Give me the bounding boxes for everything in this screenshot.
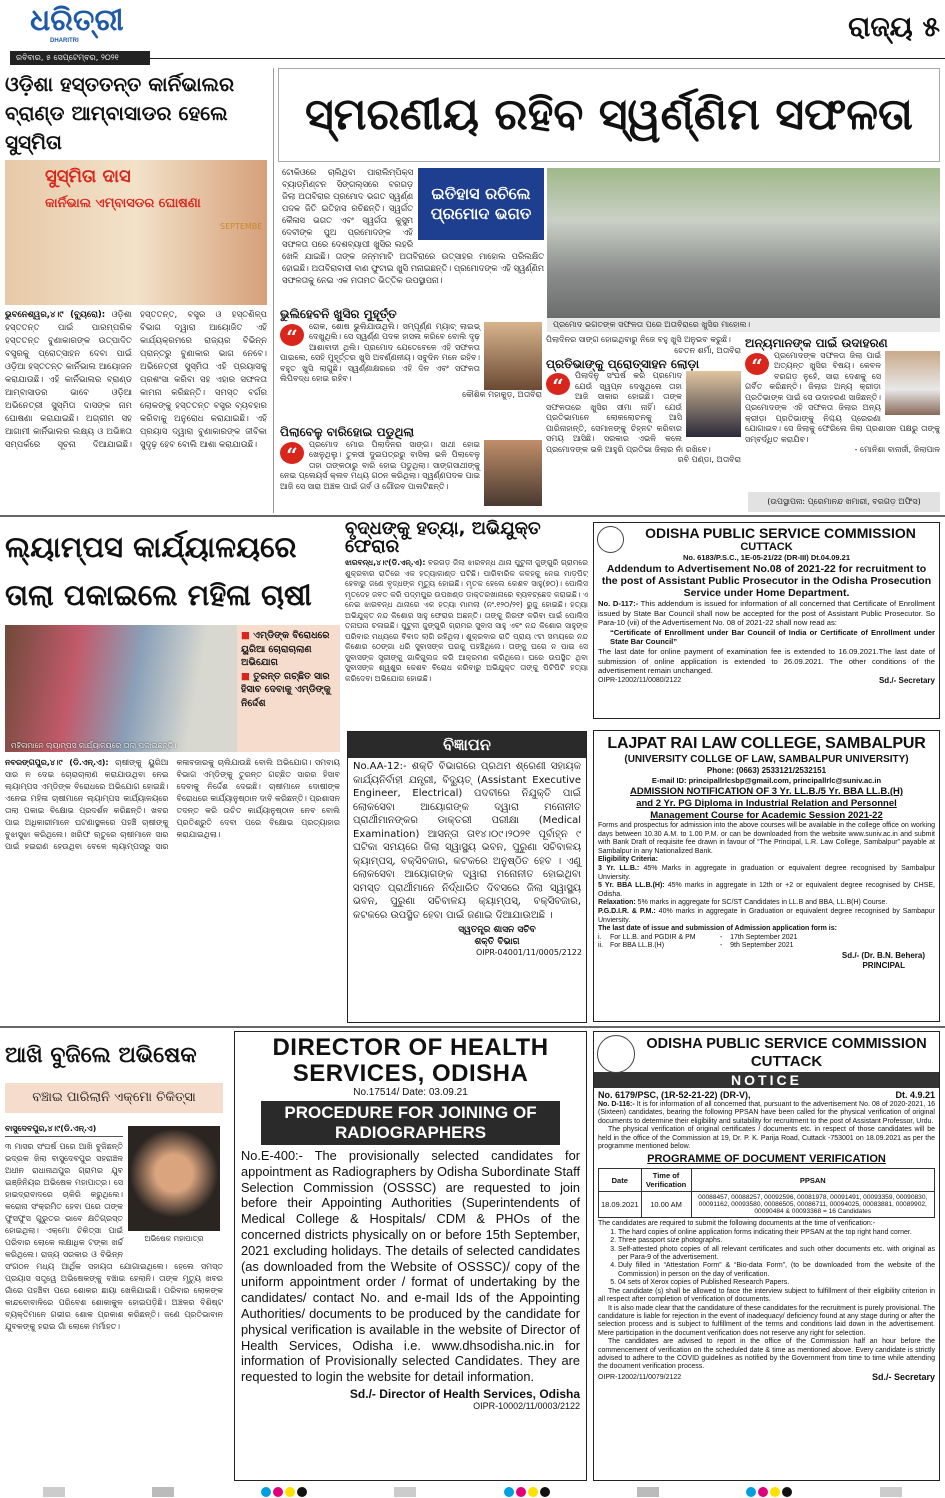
paragraph: It is also made clear that the candidature of these candidates for the recruitment is purely provisional. The candidature is liable for rejection in the event of inadequacy/ deficiency found at any stage during or after the selection process and is subject to fulfillment of the terms and conditions laid down in the advertisement. Mere participation in the document verification does not reserve any right for selection. bbox=[598, 1304, 935, 1337]
highlight-box-pramod: ଇତିହାସ ରଚିଲେ ପ୍ରମୋଦ ଭଗତ bbox=[418, 168, 544, 240]
masthead-logo bbox=[30, 4, 140, 48]
body-text: ୩ ମାସର ସଂଘର୍ଷ ପରେ ଆଖି ବୁଜିଛନ୍ତି ଭଦ୍ରକ ଜିଲା ବାସୁଦେବପୁର ସହରାଞ୍ଚଳ ଅଧୀନ ରାଧାନାଥପୁର ଗ୍ରାମର ଯୁବ ଇଞ୍ଜିନିୟର ଅଭିଷେକ ମହାପାତ୍ର। ସେ ହାଇଦ୍ରାବାଦରେ ଚାକିରି କରୁଥିଲେ। କରୋନା ସଂକ୍ରମିତ ହେବା ପରେ ତାଙ୍କ ଫୁସଫୁସ ଗୁରୁତର ଭାବେ କ୍ଷତିଗ୍ରସ୍ତ ହୋଇଥିଲା। ଏକ୍‌ମୋ ଚିକିତ୍ସା ପାଇଁ ପରିବାର ଲୋକେ ଲକ୍ଷାଧିକ ଟଙ୍କା ଖର୍ଚ୍ଚ କରିଥିଲେ। ରାଜ୍ୟ ସରକାର ଓ ବିଭିନ୍ନ ସଂଗଠନ ମଧ୍ୟ ଆର୍ଥିକ ସହାୟତା ଯୋଗାଇଥିଲେ। ହେଲେ ସମସ୍ତ ପ୍ରୟାସ ସତ୍ତ୍ୱେ ଅଭିଷେକଙ୍କୁ ବଞ୍ଚାଇ ହେଲାନି। ତାଙ୍କ ମୃତ୍ୟୁ ଖବର ଗାଁରେ ପହଞ୍ଚିବା ପରେ ଶୋକର ଛାୟା ଖେଳିଯାଇଛି। ପରିବାର ଲୋକଙ୍କ କାନ୍ଦବୋବାଳିରେ ପରିବେଶ ଶୋକାକୁଳ ହୋଇପଡ଼ିଛି। ଅଞ୍ଚଳର ବିଶିଷ୍ଟ ବ୍ୟକ୍ତିମାନେ ଗଭୀର ଶୋକ ପ୍ରକାଶ କରିଛନ୍ତି। ଜଣେ ପ୍ରତିଭାବାନ ଯୁବକଙ୍କୁ ହରାଇ ଗାଁ ଲୋକେ ମର୍ମାହତ। bbox=[5, 1142, 223, 1331]
ad-date: Dt. 4.9.21 bbox=[895, 1090, 935, 1100]
quote-title: ପିଲାବେଳୁ ବାରିହୋଇ ପଡୁଥିଲା bbox=[280, 426, 415, 439]
dateline: ନବରଙ୍ଗପୁର,୪।୯ (ଡି.ଏନ୍.ଏ): bbox=[5, 758, 109, 767]
photo-overlay-banner: କାର୍ନିଭାଲ ଏମ୍ବାସଡର ଘୋଷଣା bbox=[45, 196, 201, 211]
presented-by: (ଉପସ୍ଥାପନା: ପ୍ରେମାନନ୍ଦ ଖମାରୀ, ବରଗଡ଼ ଅଫିସ) bbox=[748, 492, 940, 512]
col-header: Date bbox=[599, 1169, 642, 1192]
story-intro-container bbox=[282, 166, 544, 306]
headline-abhishek: ଆଖି ବୁଜିଲେ ଅଭିଷେକ bbox=[5, 1042, 197, 1068]
ad-ref: No. 6183/P.S.C., 1E-05-21/22 (DR-III) Dt.04.09.21 bbox=[682, 553, 851, 562]
page-section-label: ରାଜ୍ୟ ୫ bbox=[848, 10, 940, 43]
ad-signature: Sd./- Secretary bbox=[871, 1371, 935, 1382]
quote-icon: “ bbox=[745, 353, 769, 375]
ad-city: CUTTACK bbox=[740, 541, 793, 553]
paragraph: The candidate (s) shall be allowed to face the interview subject to fulfillment of their eligibility criterion in all respect after completion of verification of documents. bbox=[598, 1287, 935, 1304]
notice-number: No. D-117:- bbox=[598, 599, 639, 608]
dateline: ଭୁବନେଶ୍ୱର,୪।୯ (ବ୍ୟୁରୋ): bbox=[5, 310, 106, 320]
story-intro-pramod: ଟୋକିଓରେ ଚାଲିଥିବା ପାରାଲିମ୍ପିକ୍ସ ବ୍ୟାଡ୍‌ମିଣ୍ଟନ ସିଙ୍ଗଲ୍ସରେ ବରଗଡ଼ ଜିଲା ଅତାବିରାର ପ୍ରମୋଦ ଭଗତ ସ୍ୱର୍ଣ୍ଣ ପଦକ ଜିତି ଇତିହାସ ରଚିଛନ୍ତି। ସ୍ୱର୍ଗତ କୈଳାସ ଭଗତ ଏବଂ ସ୍ୱର୍ଗତା କୁସୁମ ଦେବୀଙ୍କ ପୁଅ ପ୍ରମୋଦଙ୍କ ଏହି ସଫଳତା ପରେ ଦେଶବ୍ୟାପୀ ଖୁସିର ଲହରି ଖେଳି ଯାଇଛି। ତାଙ୍କ ଜନ୍ମମାଟି ଅତାବିରାରେ ଉତ୍ସାହର ମାହୋଲ ପରିଲକ୍ଷିତ ହୋଇଛି। ଅତାବିରାବାସୀ ବାଣ ଫୁଟାଇ ଖୁସି ମନାଇଛନ୍ତି। ପ୍ରମୋଦଙ୍କ ଏହି ସ୍ୱର୍ଣ୍ଣିମ ସଫଳତାକୁ ନେଇ ଏକ ମତାମତ ଭିତ୍ତିକ ଉପସ୍ଥାପନା। bbox=[282, 167, 544, 285]
paragraph: The last date for online payment of examination fee is extended to 16.09.2021.The last date of submission of online application is extended to 26.09.2021. The other conditions of the advertisement remain unchanged. bbox=[598, 646, 935, 676]
photo-celebration bbox=[547, 168, 940, 318]
ad-heading: ADMISSION NOTIFICATION OF 3 Yr. LL.B./5 Yr. BBA LL.B.(H) bbox=[629, 786, 904, 797]
ad-opsc-addendum bbox=[593, 522, 940, 719]
subheadline-abhishek: ବଞ୍ଚାଇ ପାରିଲାନି ଏକ୍‌ମୋ ଚିକିତ୍ସା bbox=[5, 1083, 223, 1113]
ad-signatory: ସ୍ୱତନ୍ତ୍ର ଶାସନ ସଚିବ bbox=[458, 925, 536, 935]
ad-director-health-services bbox=[234, 1031, 587, 1481]
eligibility-heading: Eligibility Criteria: bbox=[598, 856, 658, 864]
paragraph: This addendum is issued for information of all concerned that Certificate of Enrollment issued by State Bar Council shall now be accepted for the post of Assistant Public Prosecutor. So Para-10 (vii) of the Advertisement No. 08 of 2021-22 shall now read as: bbox=[598, 599, 935, 628]
ad-title: LAJPAT RAI LAW COLLEGE, SAMBALPUR bbox=[607, 735, 926, 752]
photo-overlay-banner-en: SEPTEMBE bbox=[220, 222, 263, 231]
date: 9th September 2021 bbox=[730, 942, 794, 950]
quote-title: ଅନ୍ୟମାନଙ୍କ ପାଇଁ ଉଦାହରଣ bbox=[745, 337, 888, 350]
criteria-text: 40% marks in aggregate in Graduation or equivalent degree recognised by Sambapur Unviersity. bbox=[598, 907, 935, 924]
criteria-label: 3 Yr. LL.B.: bbox=[598, 864, 640, 872]
ad-signature: Sd./- (Dr. B.N. Behera) bbox=[841, 950, 925, 960]
masthead-rule bbox=[150, 58, 945, 59]
photo-caption: ମହିଳାମାନେ ଲ୍ୟାମ୍ପସ କାର୍ଯ୍ୟାଳୟରେ ତାଲା ପକାଇଛନ୍ତି। bbox=[11, 741, 177, 750]
ad-title: DIRECTOR OF HEALTH SERVICES, ODISHA bbox=[272, 1034, 549, 1087]
cell-ppsan: 00088457, 00088257, 00092596, 00081978, 00091491, 00093359, 00090830, 00091162, 00093580, 00086505, 00086711, 00094025, 00083881, 00089902, 00090484 & 00093368 = 16 Candidates bbox=[691, 1192, 934, 1218]
quote-text: ପ୍ରମୋଦଙ୍କ ସଫଳତା ଜିଲା ପାଇଁ ଅତ୍ୟନ୍ତ ଖୁସିର ବିଷୟ। କେବଳ ବରଗଡ଼ ନୁହେଁ, ସାରା ଦେଶକୁ ସେ ଗର୍ବିତ କରିଛନ୍ତି। ଜିଲାର ଅନ୍ୟ କ୍ରୀଡ଼ା ପ୍ରତିଭାଙ୍କ ପାଇଁ ସେ ଉଦାହରଣ ସାଜିଛନ୍ତି। ପ୍ରମୋଦଙ୍କ ଏହି ସଫଳତା ଜିଲାର ଅନ୍ୟ କ୍ରୀଡ଼ା ପ୍ରତିଭାଙ୍କୁ ନିଶ୍ଚୟ ପ୍ରେରଣା ଯୋଗାଇବ। ସେ ଜିଲାକୁ ଫେରିଲେ ଜିଲା ପ୍ରଶାସନ ପକ୍ଷରୁ ତାଙ୍କୁ ସମ୍ବର୍ଦ୍ଧିତ କରାଯିବ। bbox=[745, 350, 940, 444]
criteria-label: 5 Yr. BBA LL.B.(H): bbox=[598, 882, 665, 890]
story-body-abhishek bbox=[5, 1141, 223, 1468]
ad-code: OIPR-12002/11/0080/2122 bbox=[598, 676, 682, 684]
ad-body: No.E-400:- The provisionally selected candidates for appointment as Radiographers by Odisha Subordinate Staff Selection Commission (OSSSC) are requested to join before their Appointing Authorities (Superintendents of Medical College & Hospitals/ CDM & PHOs of the concerned districts physically on or before 15th September, 2021 excluding holidays. The details of selected candidates (as downloaded from the Website of OSSSC)/ copy of the uniform appointment order / format of undertaking by the candidates/ contact No. and e-mail Ids of the Appointing Authorities/ documents to be produced by the candidate for physical verification is available in the website of Director of Health Services, Odisha i.e. www.dhsodisha.nic.in for information of Provisionally selected Candidates. They are requested to login the website for detail information. bbox=[241, 1148, 580, 1385]
docs-intro: The candidates are required to submit the following documents at the time of verification:- bbox=[598, 1220, 876, 1228]
ad-code: OIPR-04001/11/0005/2122 bbox=[475, 948, 582, 957]
ad-lajpat-rai-law-college bbox=[593, 730, 940, 1022]
bullet-text: ତୁରନ୍ତ ଗଚ୍ଛିତ ସାର ହିସାବ ଦେବାକୁ ଏମ୍‌ଡିଙ୍କୁ ନିର୍ଦ୍ଦେଶ bbox=[241, 670, 331, 709]
body-text: ଓଡ଼ିଶା ହସ୍ତତନ୍ତ ପାଇଁ ପାରମ୍ପରିକ ହସ୍ତତନ୍ତ ବୁଣାକାରଙ୍କ ଉତ୍ପାଦିତ ବସ୍ତ୍ରକୁ ପ୍ରୋତ୍ସାହନ ଦେବା ପାଇଁ ଓଡ଼ିଆ ହସ୍ତତନ୍ତ କାର୍ନିଭାଲ ଆୟୋଜନ କରାଯାଉଛି। ଏହି କାର୍ନିଭାଲର ବ୍ରାଣ୍ଡ ଆମ୍ବାସାଡର ଭାବେ ଓଡ଼ିଆ ଅଭିନେତ୍ରୀ ସୁସ୍ମିତା ଦାସଙ୍କ ନାମ ଘୋଷଣା କରାଯାଇଛି। ଅଗ୍ରୀମ ସହ ଆଗାମୀ କାର୍ନିଭାଲର ଲକ୍ଷ୍ୟ ଓ ଅଭିଜ୍ଞତା ସମ୍ପର୍କରେ ସୂଚନା ଦିଆଯାଇଛି। ହସ୍ତତନ୍ତ, ବସ୍ତ୍ର ଓ ହସ୍ତଶିଳ୍ପ ବିଭାଗ ଦ୍ୱାରା ଆୟୋଜିତ ଏହି କାର୍ଯ୍ୟକ୍ରମରେ ରାଜ୍ୟର ବିଭିନ୍ନ ପ୍ରାନ୍ତରୁ ବୁଣାକାର ଭାଗ ନେବେ। ଅଭିନେତ୍ରୀ ସୁସ୍ମିତା ଏହି ପ୍ରୟାସକୁ ପ୍ରଶଂସା କରିବା ସହ ଏହାର ସଫଳତା କାମନା କରିଛନ୍ତି। ସମସ୍ତ ବର୍ଗର ଲୋକଙ୍କୁ ହସ୍ତତନ୍ତ ବସ୍ତ୍ର ବ୍ୟବହାର କରିବାକୁ ଅନୁରୋଧ କରାଯାଇଛି। ଏହି ପ୍ରୟାସ ଦ୍ୱାରା ବୁଣାକାରଙ୍କ ଜୀବିକା ସୁଦୃଢ଼ ହେବ ବୋଲି ଆଶା କରାଯାଉଛି। bbox=[5, 310, 267, 450]
bullet-item: ■ ତୁରନ୍ତ ଗଚ୍ଛିତ ସାର ହିସାବ ଦେବାକୁ ଏମ୍‌ଡିଙ୍କୁ ନିର୍ଦ୍ଦେଶ bbox=[241, 670, 331, 709]
photo-caption-abhishek: ଅଭିଷେକ ମହାପାତ୍ର bbox=[144, 1234, 204, 1243]
ad-signature: Sd./- Secretary bbox=[878, 675, 935, 685]
ad-opsc-notice bbox=[593, 1031, 940, 1481]
story-body-sushmita bbox=[5, 309, 267, 511]
ad-heading: Management Course for Academic Session 2021-22 bbox=[650, 810, 883, 821]
headline-murder: ବୃଦ୍ଧଙ୍କୁ ହତ୍ୟା, ଅଭିଯୁକ୍ତ ଫେରାର bbox=[345, 519, 541, 556]
quote-title: ଭୁଲିହେବନି ଖୁସିର ମୁହୂର୍ତ୍ତ bbox=[280, 308, 397, 321]
quote-text: ପ୍ରମୋଦ ମୋର ପିଲାଦିନର ସାଙ୍ଗ। ସାଥୀ ହୋଇ ଖେଳୁଥିଲୁ। ତୁଳସୀ ଦୁଇପତ୍ରରୁ ବାସିଲା ଭଳି ପିଲାବେଳୁ ତାହା ତାଙ୍କଠାରୁ ବାରି ହୋଇ ପଡୁଥିଲା। ସାଙ୍ଗସାଥୀଙ୍କୁ ନେଇ ପ୍ଲେୟର୍ସ କ୍ଲବ ମଧ୍ୟ ଗଠନ କରିଥିଲା। ସ୍ୱର୍ଣ୍ଣପଦକ ପାଇ ଆଜି ସେ ସାରା ଅଞ୍ଚଳ ପାଇଁ ଗର୍ବ ଓ ଗୌରବ ପାଲଟିଛନ୍ତି। bbox=[280, 439, 480, 491]
paragraph: Forms and prospectus for admission into the above courses will be available in the college office on working days between 10.30 A.M. to 1.00 P.M. or can be downloaded from the website www.suniv.ac.in and submit with Bank Draft of requisite fee drawn in favour of “The Principal, L.R. Law College, Sambalpur” payable at Sambalpur in any Nationalized Bank. bbox=[598, 822, 935, 855]
column-rule bbox=[273, 68, 274, 513]
logo-english: DHARITRI bbox=[50, 38, 79, 44]
ad-body: No.AA-12:- ଶକ୍ତି ବିଭାଗରେ ପ୍ରଥମ ଶ୍ରେଣୀ ସହାୟକ କାର୍ଯ୍ୟନିର୍ବାହୀ ଯନ୍ତ୍ରୀ, ବିଦ୍ୟୁତ୍ (Assistant Executive Engineer, Electrical) ପଦବୀରେ ନିଯୁକ୍ତି ପାଇଁ ଲୋକସେବା ଆୟୋଗଙ୍କ ଦ୍ୱାରା ମନୋନୀତ ପ୍ରାର୍ଥୀମାନଙ୍କର ଡାକ୍ତରୀ ପରୀକ୍ଷା (Medical Examination) ଆସନ୍ତା ତା୧୪।୦୯।୨୦୨୧ ପୂର୍ବାହ୍ନ ୯ ଘଟିକା ସମୟରେ ଜିଲା ସ୍ୱାସ୍ଥ୍ୟ ଭବନ, ପୁରୁଣା ସଚିବାଳୟ କ୍ୟାମ୍ପସ୍, ବକ୍ସିବଜାର, କଟକରେ ଅନୁଷ୍ଠିତ ହେବ । ଏଣୁ ଲୋକସେବା ଆୟୋଗଙ୍କ ଦ୍ୱାରା ମନୋନୀତ ହୋଇଥିବା ସମସ୍ତ ପ୍ରାର୍ଥୀମାନେ ନିର୍ଦ୍ଧାରିତ ଦିବସରେ ଜିଲା ସ୍ୱାସ୍ଥ୍ୟ ଭବନ, ପୁରୁଣା ସଚିବାଳୟ କ୍ୟାମ୍ପସ୍, ବକ୍ସିବଜାର, କଟକରେ ଉପସ୍ଥିତ ହେବା ପାଇଁ ଜଣାଇ ଦିଆଯାଉଅଛି । bbox=[353, 761, 581, 921]
quote-author: ରବି ପଣ୍ଡା, ଅତାବିରା bbox=[677, 455, 741, 465]
story-body-lamps bbox=[5, 757, 340, 1022]
criteria-label: P.G.D.I.R. & P.M.: bbox=[598, 907, 656, 915]
date-row: ii. For BBA LL.B.(H) - 9th September 2021 bbox=[598, 942, 794, 950]
quote-text: ରୋକ, ଶୋଷ ଭୁଲିଯାଉଥିଲି। ସମ୍ପୂର୍ଣ୍ଣ ମ୍ୟାଚ୍ ଲାଇଭ୍ ଦେଖୁଥିଲି। ସେ ସ୍ୱର୍ଣ୍ଣ ପଦକ ହାସଲ କରିବେ ବୋଲି ଦୃଢ଼ ଆଶାବାଦୀ ଥିଲି। ପ୍ରମୋଦ ଯେତେବେଳେ ଏହି ସଫଳତା ପାଇଲେ, ସେହି ମୁହୂର୍ତ୍ତର ଖୁସି ଅବର୍ଣ୍ଣନୀୟ। ସବୁଦିନ ମନେ ରହିବ। ବହୁତ ଖୁସି ଲାଗୁଛି। ସ୍ୱର୍ଣ୍ଣାକ୍ଷରରେ ଏହି ଦିନ ଏବଂ ସଫଳତା ଲିପିବଦ୍ଧ ହୋଇ ରହିବ। bbox=[280, 321, 480, 384]
criteria-text: 45% Marks in aggregate in graduation or equivalent degree recognised by Sambalpur Unviersity. bbox=[598, 864, 935, 881]
quote-author: କୌଶିକ ମହାକୁଡ଼, ଅତାବିରା bbox=[462, 389, 542, 399]
photo-quote-1 bbox=[484, 322, 542, 390]
quote-title: ପ୍ରତିଭାଙ୍କୁ ପ୍ରୋତ୍ସାହନ ଲୋଡ଼ା bbox=[546, 356, 700, 371]
course: For BBA LL.B.(H) bbox=[610, 942, 665, 950]
quote-icon: “ bbox=[280, 324, 304, 346]
photo-caption-celebration: ପ୍ରମୋଦ ଭଗତଙ୍କ ସଫଳତା ପରେ ଅତାବିରାରେ ଖୁସିର ମାହୋଲ। bbox=[547, 318, 940, 332]
docs-list bbox=[598, 1229, 935, 1288]
ad-city: CUTTACK bbox=[750, 1053, 823, 1070]
notice-banner: NOTICE bbox=[594, 1072, 939, 1088]
opsc-seal-icon bbox=[597, 1035, 635, 1073]
ad-heading: PROCEDURE FOR JOINING OF RADIOGRAPHERS bbox=[261, 1101, 560, 1145]
notice-number: No. D-116:- bbox=[598, 1101, 635, 1108]
col-header: PPSAN bbox=[691, 1169, 934, 1192]
row-num: ii. bbox=[598, 942, 604, 950]
quote-block-4 bbox=[745, 337, 940, 490]
docs-item: 4. Duly filled in “Attestation Form” & “Bio-data Form”, (to be downloaded from the website of the Commission) in person on the day of verification. bbox=[618, 1262, 935, 1279]
headline-lamps: ଲ୍ୟାମ୍ପସ କାର୍ଯ୍ୟାଳୟରେ ତାଲା ପକାଇଲେ ମହିଳା ଚାଷୀ bbox=[5, 530, 312, 612]
photo-sushmita bbox=[5, 160, 267, 305]
date-row: i. For LL.B. and PGDIR & PM - 17th September 2021 bbox=[598, 933, 798, 941]
verification-table bbox=[598, 1168, 935, 1218]
ad-phone: Phone: (0663) 2533121/2532151 bbox=[706, 766, 827, 775]
ad-department: ଶକ୍ତି ବିଭାଗ bbox=[474, 937, 520, 947]
docs-item: 5. 04 sets of Xerox copies of Published Research Papers. bbox=[618, 1279, 935, 1287]
opsc-seal-icon bbox=[597, 526, 624, 553]
course: For LL.B. and PGDIR & PM bbox=[610, 933, 696, 941]
criteria-text: 45% marks in aggregate in 12th or +2 or equivalent degree recognised by CHSE, Odisha. bbox=[598, 882, 935, 898]
ad-title: ବିଜ୍ଞାପନ bbox=[348, 732, 586, 758]
bullet-item: ■ ଏମ୍‌ଡିଙ୍କ ବିରୋଧରେ ୟୁରିଆ ଚୋରାଚାଲାଣ ଅଭିଯୋଗ bbox=[241, 630, 330, 668]
date: 17th September 2021 bbox=[730, 933, 798, 941]
paragraph: The candidates are advised to report in the office of the Commission half an hour before the commencement of verification on the scheduled date & time as mentioned above. Every candidate is strictly advised to adhere to the COVID guidelines as notified by the Government from time to time while attending the document verification process. bbox=[598, 1338, 935, 1371]
row-num: i. bbox=[598, 933, 602, 941]
photo-quote-2 bbox=[484, 440, 542, 506]
section-rule bbox=[0, 1026, 945, 1028]
quote-tail: ପିଲାଦିନର ସାଙ୍ଗ ହୋଇଥିବାରୁ ନିଜେ ବହୁ ଖୁସି ଅନୁଭବ କରୁଛି। bbox=[546, 335, 731, 344]
quote-block-1 bbox=[280, 308, 542, 424]
quoted-text: “Certificate of Enrollment under Bar Council of India or Certificate of Enrollment under State Bar Council” bbox=[610, 627, 935, 647]
bullet-text: ଏମ୍‌ଡିଙ୍କ ବିରୋଧରେ ୟୁରିଆ ଚୋରାଚାଲାଣ ଅଭିଯୋଗ bbox=[241, 630, 330, 668]
ad-title: ODISHA PUBLIC SERVICE COMMISSION bbox=[646, 1036, 927, 1052]
photo-quote-3 bbox=[686, 371, 741, 437]
col-header: Time of Verification bbox=[641, 1169, 691, 1192]
quote-author: - ମୋନିଶା ବାନାର୍ଜୀ, ଜିଲାପାଳ bbox=[854, 445, 940, 455]
dateline: ଝାରବନ୍ଧ,୪।୯(ଡି.ଏନ୍.ଏ): bbox=[345, 558, 426, 567]
paragraph: The physical verification of original certificates / documents etc. in respect of those candidates will be held in the office of the Commission at 19, Dr. P. K. Parija Road, Cuttack -753001 on 18.09.2021 as per the programme mentioned below. bbox=[598, 1126, 935, 1151]
body-text: ବରଗଡ଼ ଜିଲା ଝାରବନ୍ଧ ଥାନା ପୁଟୁଳୀ ଜୁଙ୍ଗୁରି ଗ୍ରାମରେ ଶୁକ୍ରବାର ରାତିରେ ଏକ ହତ୍ୟାକାଣ୍ଡ ଘଟିଛି। ପାରିବାରିକ କଳହକୁ ନେଇ ମାଡ଼ପିଟ୍ ହେବାରୁ ଜଣେ ବୃଦ୍ଧଙ୍କ ମୃତ୍ୟୁ ହୋଇଛି। ମୃତକ ହେଲେ କେଶବ ସାହୁ(୭୦)। ପୋଲିସ ମୃତଦେହ ଜବତ କରି ପଦ୍ମପୁର ଉପଖଣ୍ଡ ଡାକ୍ତରଖାନାରେ ବ୍ୟବଚ୍ଛେଦ କରାଇଛି। ଏ ନେଇ ଝାରବନ୍ଧ ଥାନାରେ ଏକ ହତ୍ୟା ମାମଲା (ନଂ.୧୨୦/୨୧) ରୁଜୁ ହୋଇଛି। ହତ୍ୟା ଅଭିଯୁକ୍ତ ନନ୍ଦ କିଶୋର ସାହୁ ଫେରାର ଅଛନ୍ତି। ତାଙ୍କୁ ଗିରଫ କରିବା ପାଇଁ ପୋଲିସ ତନାଘନା ଚଳାଇଛି। ପୁଟୁଳୀ ଜୁଙ୍ଗୁରି ଗ୍ରାମର ସୁବାସ ସାହୁ ଏବଂ ନନ୍ଦ କିଶୋର ସାହୁଙ୍କ ପରିବାର ମଧ୍ୟରେ ବିବାଦ ଲାଗି ରହିଥିଲା। ଶୁକ୍ରବାର ରାତି ପ୍ରାୟ ୯ଟା ସମୟରେ ନନ୍ଦ କିଶୋର ଠେଙ୍ଗା ଧରି ସୁବାସଙ୍କ ଘରକୁ ପହଞ୍ଚିଥିଲେ। ତାଙ୍କୁ ଘରେ ନ ପାଇ ସେ ସୁବାସଙ୍କ ସ୍ତ୍ରୀଙ୍କୁ ଗାଳିଗୁଲଜ କରି ଆକ୍ରମଣ କରିଥିଲେ। ଘରେ ଉପସ୍ଥିତ ଥିବା ସୁବାସଙ୍କ ଶ୍ୱଶୁର କେଶବ ବିରୋଧ କରିବାରୁ ଅଭିଯୁକ୍ତ ତାଙ୍କୁ ପିଟିପିଟି ହତ୍ୟା କରିଦେବା ଅଭିଯୋଗ ହୋଇଛି। bbox=[345, 558, 588, 683]
photo-overlay-name: ସୁସ୍ମିତା ଦାସ bbox=[45, 166, 131, 187]
ad-heading: Addendum to Advertisement No.08 of 2021-22 for recruitment to the post of Assistant Public Prosecutor in the Odisha Prosecution Service under Home Department. bbox=[601, 563, 932, 599]
ad-energy-department bbox=[347, 731, 587, 1023]
ad-title: ODISHA PUBLIC SERVICE COMMISSION bbox=[645, 525, 916, 541]
docs-item: 3. Self-attested photo copies of all relevant certificates and such other documents etc. with original as per Para-9 of the advertisement. bbox=[618, 1246, 935, 1263]
ad-ref: No.17514/ Date: 03.09.21 bbox=[353, 1087, 468, 1098]
body-text: ଚାଷୀଙ୍କୁ ୟୁରିଆ ସାର ନ ଦେଇ ଚୋରାଚାଲାଣ କରାଯାଉଥିବା ନେଇ ଲ୍ୟାମ୍ପସ ଏମ୍‌ଡିଙ୍କ ବିରୋଧରେ ଅଭିଯୋଗ ହୋଇଛି। ଏନେଇ ମହିଳା ଚାଷୀମାନେ ଲ୍ୟାମ୍ପସ କାର୍ଯ୍ୟାଳୟରେ ତାଲା ପକାଇ ବିକ୍ଷୋଭ ପ୍ରଦର୍ଶନ କରିଛନ୍ତି। ଖବର ପାଇ ଅଧିକାରୀମାନେ ଘଟଣାସ୍ଥଳରେ ପହଞ୍ଚି ଚାଷୀଙ୍କୁ ବୁଝାସୁଝା କରିଥିଲେ। ଖରିଫ ଋତୁରେ ଚାଷୀମାନେ ସାର ପାଇଁ ହଇରାଣ ହେଉଥିବା ବେଳେ ଲ୍ୟାମ୍ପସରୁ ସାର କଳାବଜାରକୁ ଚାଲିଯାଉଛି ବୋଲି ଅଭିଯୋଗ। ସମବାୟ ବିଭାଗ ଏମ୍‌ଡିଙ୍କୁ ତୁରନ୍ତ ଗଚ୍ଛିତ ସାରର ହିସାବ ଦେବାକୁ ନିର୍ଦ୍ଦେଶ ଦେଇଛି। ଚାଷୀମାନେ ଦୋଷୀଙ୍କ ବିରୋଧରେ କାର୍ଯ୍ୟାନୁଷ୍ଠାନ ଦାବି କରିଛନ୍ତି। ପ୍ରଶାସନ ତଦନ୍ତ କରି ଉଚିତ କାର୍ଯ୍ୟାନୁଷ୍ଠାନ ନେବ ବୋଲି ପ୍ରତିଶ୍ରୁତି ଦେବା ପରେ ବିକ୍ଷୋଭ ପ୍ରତ୍ୟାହାର କରାଯାଇଥିଲା। bbox=[5, 758, 340, 851]
dateline-abhishek: ବାସୁଦେବପୁର,୪।୯(ଡି.ଏନ୍.ଏ) bbox=[5, 1123, 123, 1137]
ad-signature: Sd./- Director of Health Services, Odisha bbox=[349, 1386, 580, 1401]
section-rule bbox=[0, 515, 945, 517]
quote-author: ଚେତନ ଶର୍ମା, ଅତାବିରା bbox=[674, 345, 741, 355]
criteria-label: Relaxation: bbox=[598, 899, 636, 907]
quote-block-3 bbox=[546, 335, 741, 512]
date-bar: ରବିବାର, ୫ ସେପ୍ଟେମ୍ବର, ୨୦୨୧ bbox=[10, 51, 150, 65]
ad-ref: No. 6179/PSC, (1R-52-21-22) (DR-V), bbox=[598, 1090, 751, 1100]
criteria-text: 5% marks in aggregate for SC/ST Candidates in LL.B and BBA, LL.B(H) Course. bbox=[635, 899, 888, 907]
photo-lamps bbox=[5, 625, 237, 752]
programme-title: PROGRAMME OF DOCUMENT VERIFICATION bbox=[647, 1153, 886, 1166]
table-row bbox=[599, 1192, 935, 1218]
headline-sushmita: ଓଡ଼ିଶା ହସ୍ତତନ୍ତ କାର୍ନିଭାଲର ବ୍ରାଣ୍ଡ ଆମ୍ବାସାଡର ହେଲେ ସୁସ୍ମିତା bbox=[5, 71, 235, 154]
logo-text: ଧରିତ୍ରୀ bbox=[30, 4, 124, 38]
ad-code: OIPR-12002/11/0079/2122 bbox=[598, 1373, 682, 1381]
cell-time: 10.00 AM bbox=[641, 1192, 691, 1218]
docs-item: 1. The hard copies of online application forms indicating their PPSAN at the top right hand corner. bbox=[618, 1229, 935, 1237]
quote-icon: “ bbox=[280, 442, 304, 464]
paragraph: It is for information of all concerned that, pursuant to the advertisement No. 08 of 2020-2021, 16 (Sixteen) candidates, bearing the following PPSAN have been called for the physical verification of original documents to determine their eligibility and suitability for recruitment to the post of Assistant Professor, Urdu. bbox=[598, 1101, 935, 1125]
quote-icon: “ bbox=[546, 373, 570, 395]
bullet-box-lamps bbox=[237, 625, 340, 752]
ad-heading: and 2 Yr. PG Diploma in Industrial Relation and Personnel bbox=[636, 798, 897, 809]
headline-pramod: ସ୍ମରଣୀୟ ରହିବ ସ୍ୱର୍ଣ୍ଣିମ ସଫଳତା bbox=[278, 68, 940, 162]
ad-code: OIPR-10002/11/0003/2122 bbox=[473, 1400, 580, 1411]
ad-signatory-role: PRINCIPAL bbox=[862, 960, 905, 970]
docs-item: 2. Three passport size photographs. bbox=[618, 1237, 935, 1245]
ad-email: E-mail ID: principallrlcsbp@gmail.com, principallrlc@suniv.ac.in bbox=[651, 776, 882, 785]
last-date-heading: The last date of issue and submission of Admission application form is: bbox=[598, 925, 837, 933]
ad-subtitle: (UNIVERSITY COLLGE OF LAW, SAMBALPUR UNIVERSITY) bbox=[624, 754, 909, 765]
photo-spacer bbox=[123, 1141, 223, 1251]
cell-date: 18.09.2021 bbox=[599, 1192, 642, 1218]
story-body-murder bbox=[345, 558, 588, 727]
print-color-marks bbox=[0, 1485, 945, 1498]
photo-quote-4 bbox=[885, 351, 940, 415]
quote-block-2 bbox=[280, 426, 542, 512]
quote-text: ପିଲାଦିନୁ ସଂଘର୍ଷ କରି ପ୍ରମୋଦ ଯେଉଁ ସ୍ୱପ୍ନ ଦେଖୁଥିଲେ ତାହା ଆଜି ସାକାର ହୋଇଛି। ତାଙ୍କ ସଫଳତାରେ ଖୁସିର ସୀମା ନାହିଁ। ଯେଉଁ ପ୍ରତିଭାମାନେ ଲୋକଲୋଚନକୁ ଆସି ପାରିନାହାନ୍ତି, ସେମାନଙ୍କୁ ଚିହ୍ନଟ କରିବାର ସମୟ ଆସିଛି। ସରକାର ଏଭଳି କଲେ ପ୍ରମୋଦଙ୍କ ଭଳି ଆହୁରି ପ୍ରତିଭା ଜିଲାର ନାଁ ରଖିବେ। bbox=[546, 371, 711, 454]
